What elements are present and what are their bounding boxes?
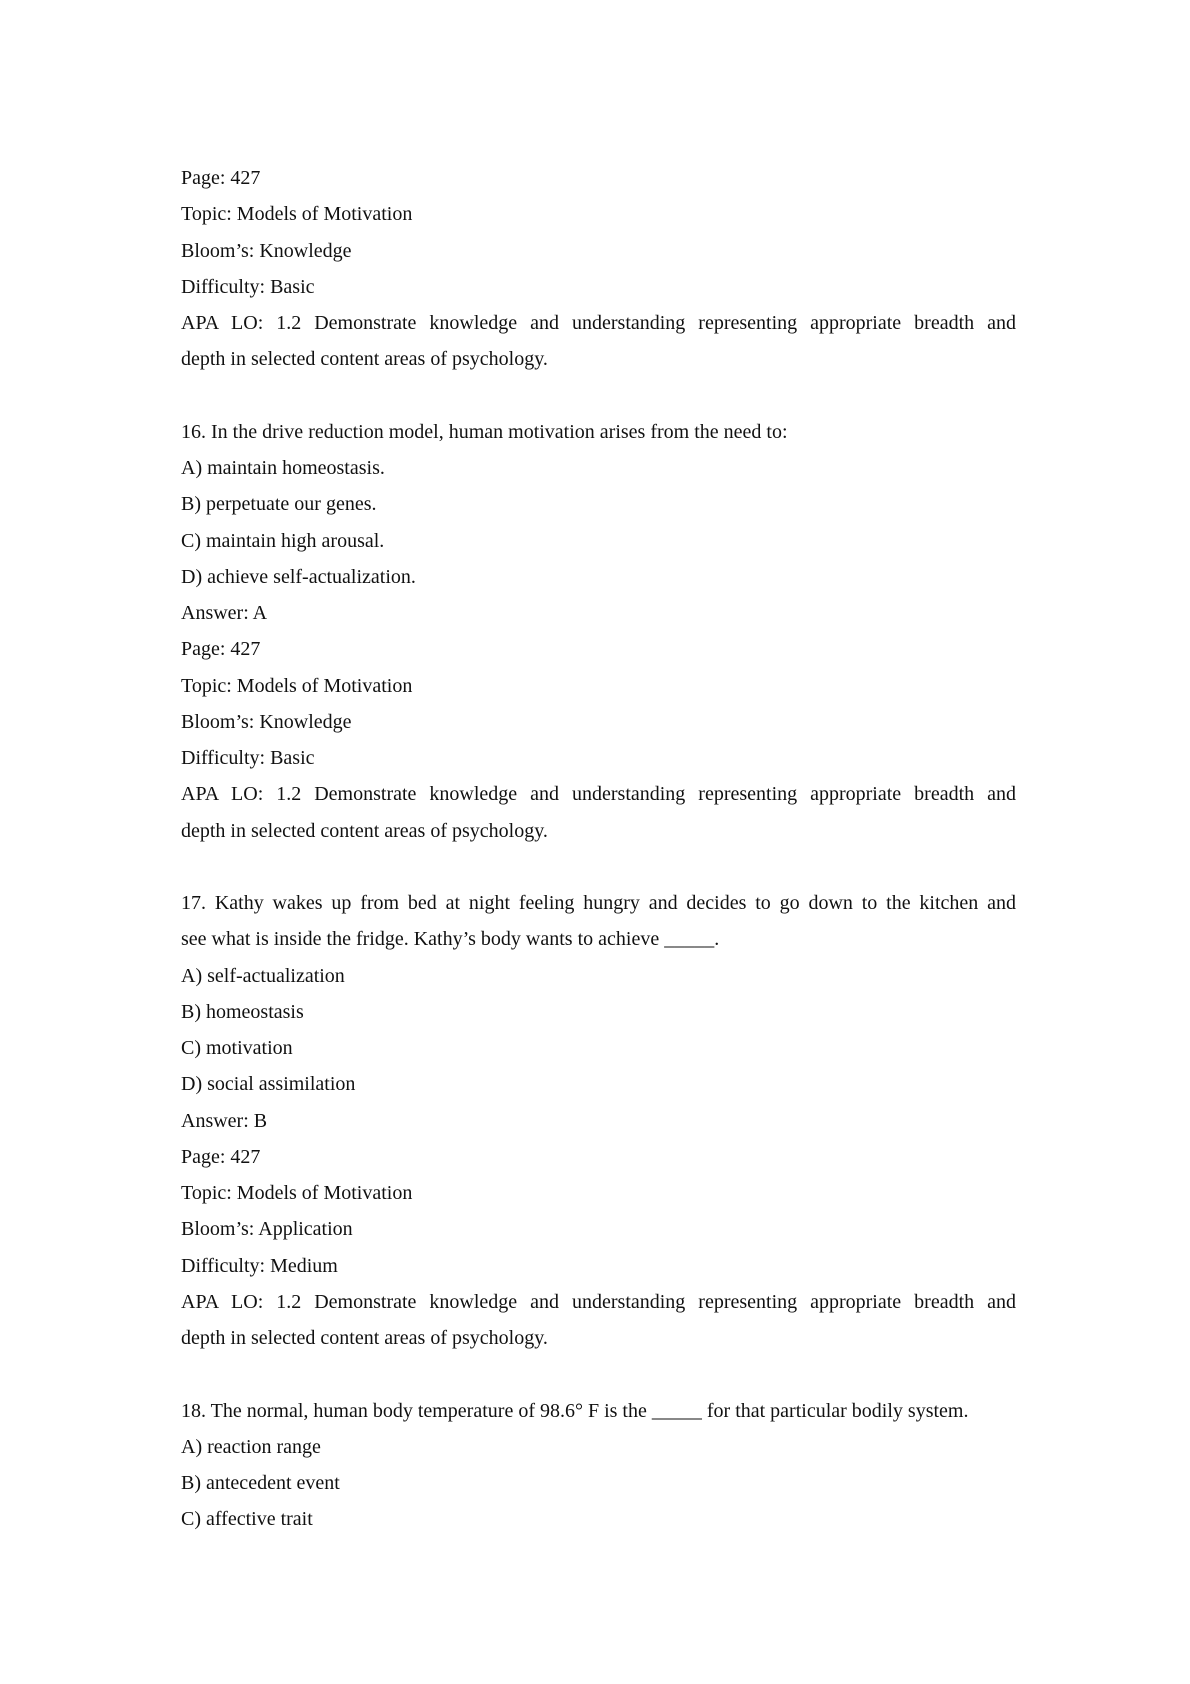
page-reference: Page: 427	[181, 1145, 261, 1168]
answer-option-a: A) reaction range	[181, 1435, 321, 1458]
answer-option-b: B) perpetuate our genes.	[181, 493, 377, 516]
paragraph-spacer	[181, 1356, 1016, 1392]
answer-option-d: D) social assimilation	[181, 1073, 356, 1096]
blooms-level: Bloom’s: Application	[181, 1218, 353, 1241]
correct-answer: Answer: B	[181, 1109, 268, 1132]
apa-learning-objective-line2: depth in selected content areas of psychology.	[181, 819, 548, 842]
answer-option-a: A) self-actualization	[181, 964, 345, 987]
difficulty-level: Difficulty: Basic	[181, 275, 315, 298]
page-reference: Page: 427	[181, 638, 261, 661]
question-17	[181, 885, 1016, 1356]
question-text: 18. The normal, human body temperature of 98.6° F is the _____ for that particular bodily system.	[181, 1399, 969, 1422]
apa-learning-objective-line1: APA LO: 1.2 Demonstrate knowledge and understanding representing appropriate breadth and	[181, 783, 1016, 806]
topic-label: Topic: Models of Motivation	[181, 1182, 413, 1204]
paragraph-spacer	[181, 849, 1016, 885]
question-metadata-block	[181, 160, 1016, 378]
answer-option-b: B) homeostasis	[181, 1000, 304, 1023]
apa-learning-objective-line2: depth in selected content areas of psychology.	[181, 348, 548, 371]
answer-option-c: C) affective trait	[181, 1508, 313, 1531]
paragraph-spacer	[181, 378, 1016, 414]
blooms-level: Bloom’s: Knowledge	[181, 239, 352, 262]
topic-label: Topic: Models of Motivation	[181, 674, 413, 697]
difficulty-level: Difficulty: Medium	[181, 1254, 338, 1277]
question-18	[181, 1393, 1016, 1538]
answer-option-b: B) antecedent event	[181, 1472, 340, 1494]
question-text-line1: 17. Kathy wakes up from bed at night feeling hungry and decides to go down to the kitchen and	[181, 892, 1016, 914]
question-text-line2: see what is inside the fridge. Kathy’s body wants to achieve _____.	[181, 928, 720, 951]
topic-label: Topic: Models of Motivation	[181, 203, 413, 226]
page-reference: Page: 427	[181, 167, 261, 189]
answer-option-c: C) motivation	[181, 1037, 293, 1059]
answer-option-a: A) maintain homeostasis.	[181, 457, 385, 479]
question-text: 16. In the drive reduction model, human motivation arises from the need to:	[181, 420, 788, 443]
difficulty-level: Difficulty: Basic	[181, 747, 315, 769]
blooms-level: Bloom’s: Knowledge	[181, 710, 352, 733]
answer-option-c: C) maintain high arousal.	[181, 529, 385, 552]
correct-answer: Answer: A	[181, 602, 268, 624]
apa-learning-objective-line1: APA LO: 1.2 Demonstrate knowledge and understanding representing appropriate breadth and	[181, 312, 1016, 334]
apa-learning-objective-line2: depth in selected content areas of psychology.	[181, 1327, 548, 1349]
answer-option-d: D) achieve self-actualization.	[181, 565, 416, 588]
apa-learning-objective-line1: APA LO: 1.2 Demonstrate knowledge and understanding representing appropriate breadth and	[181, 1290, 1016, 1313]
document-page	[181, 160, 1016, 1538]
question-16	[181, 414, 1016, 849]
